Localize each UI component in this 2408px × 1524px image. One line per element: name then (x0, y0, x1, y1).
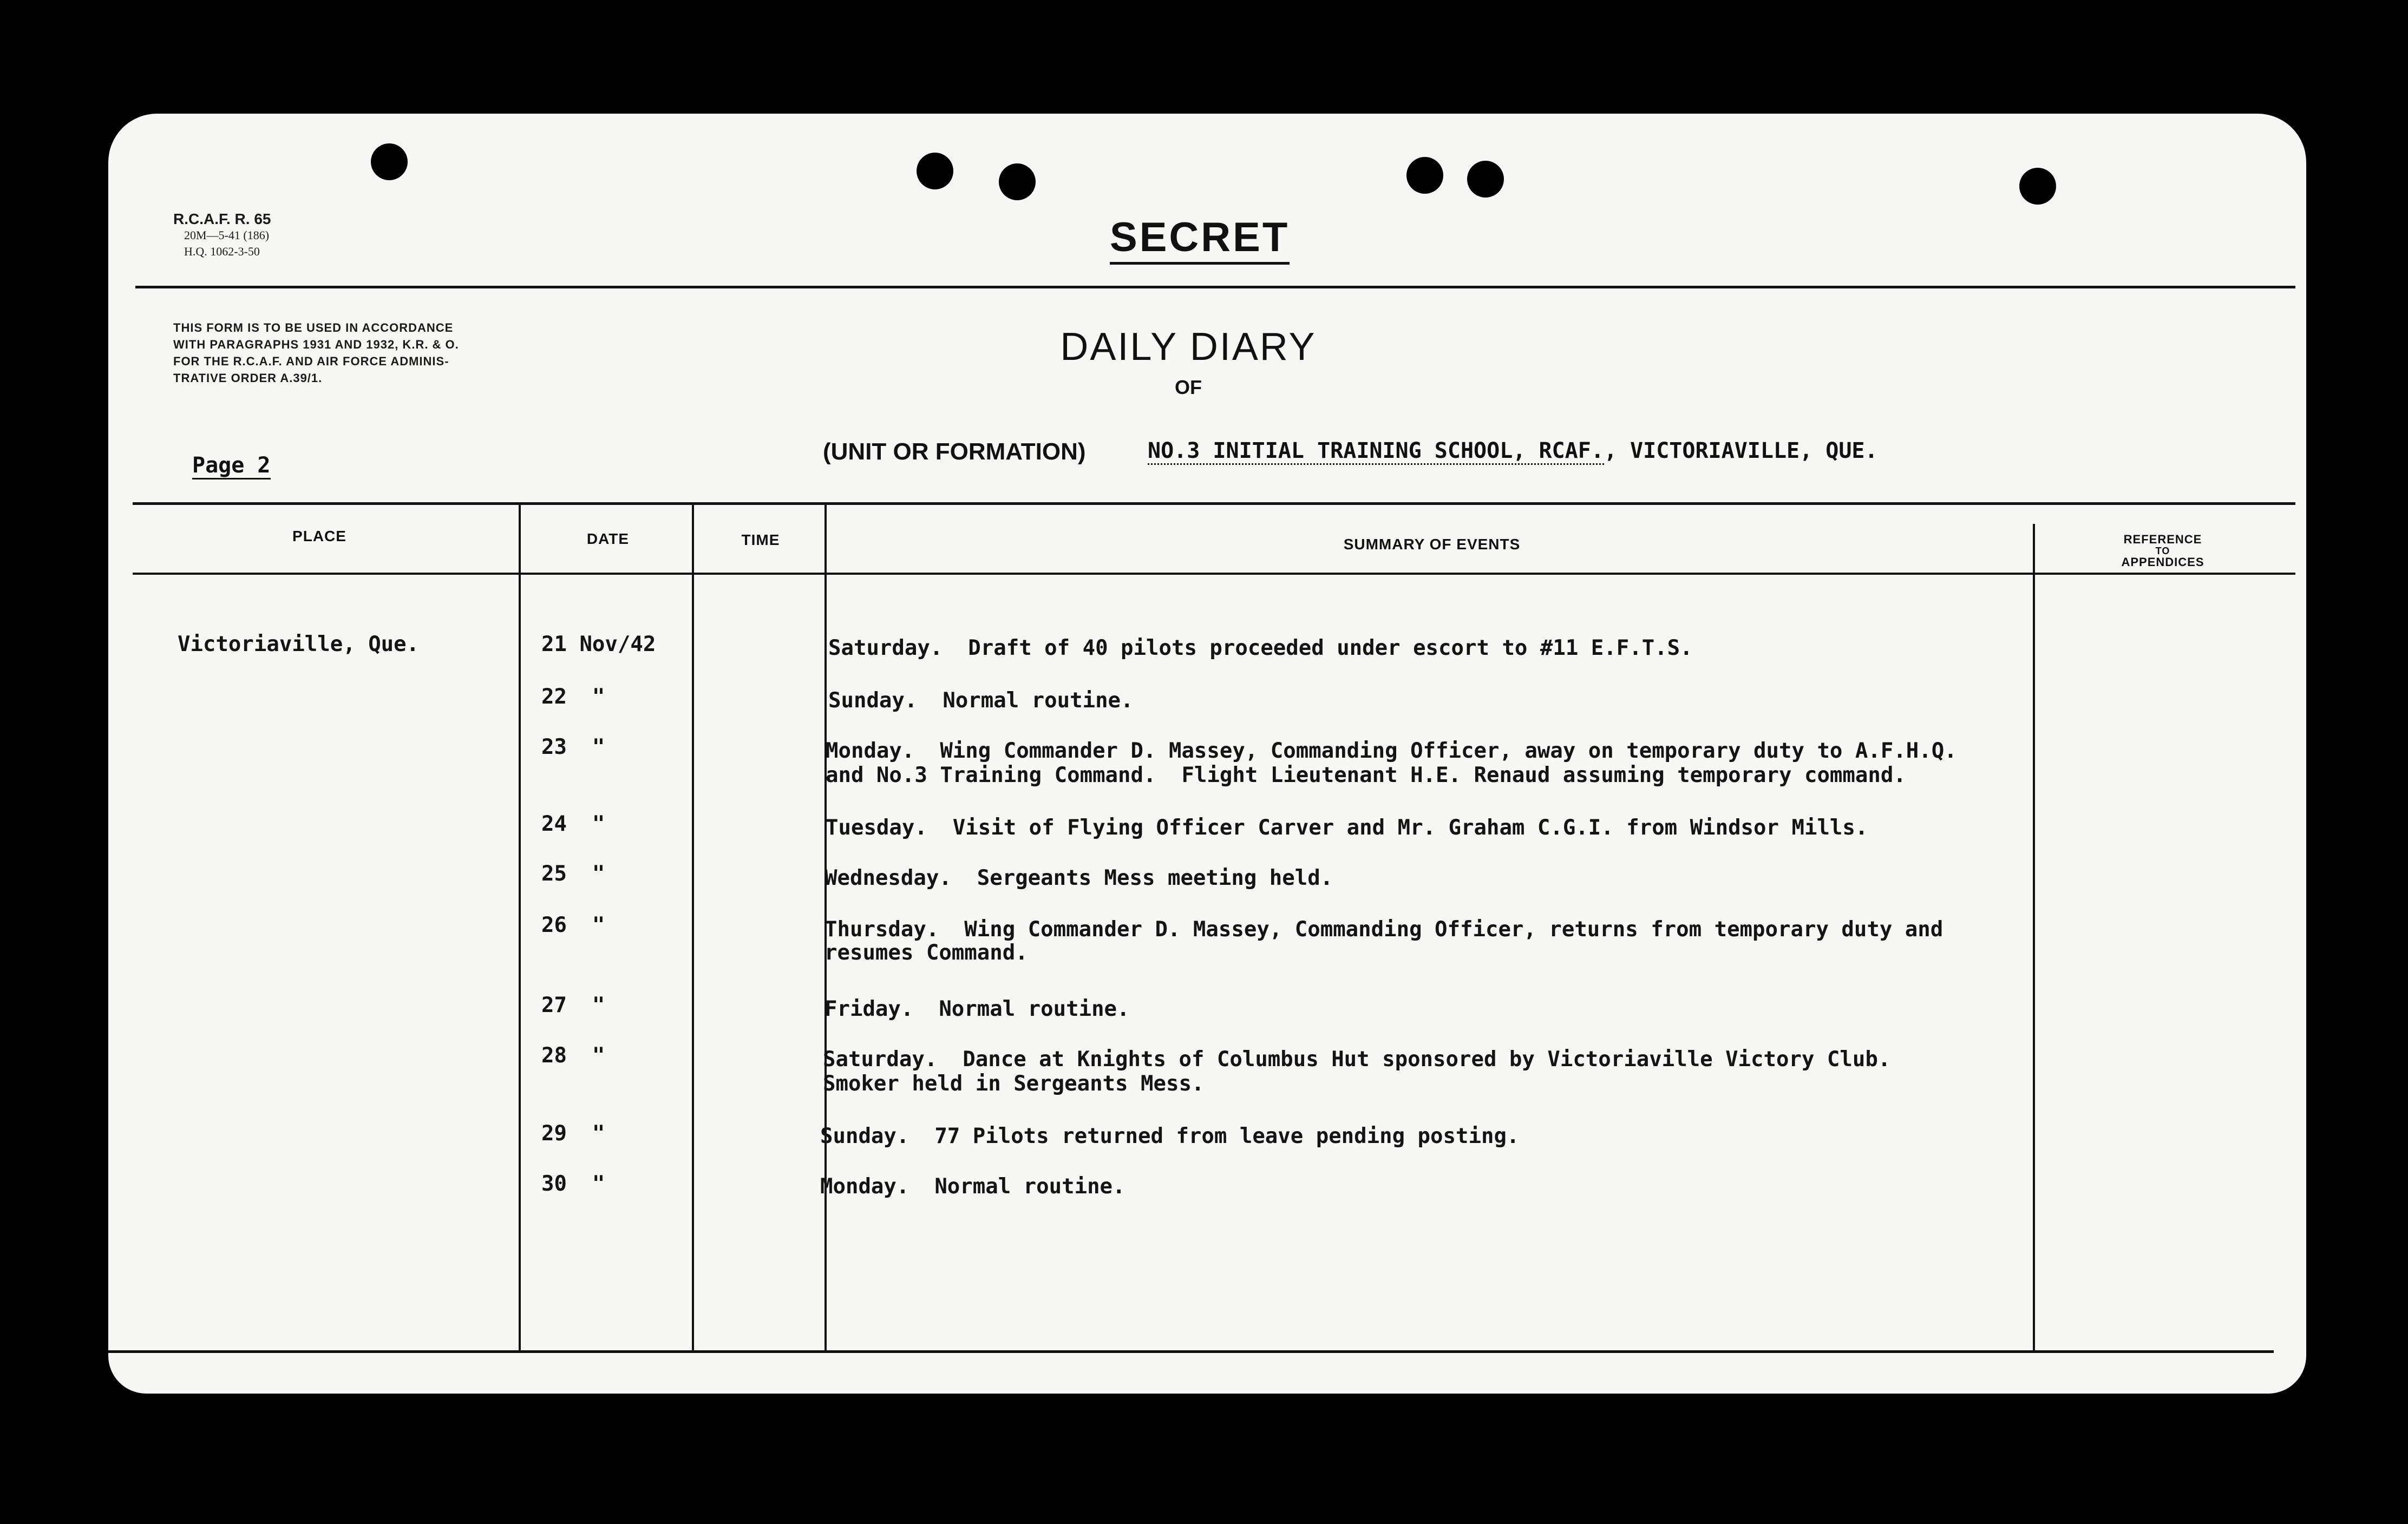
entry-date: 26 " (541, 913, 605, 937)
reference-line: TO (2155, 546, 2170, 556)
entry-date: 23 " (541, 735, 605, 759)
table-bottom-rule (108, 1350, 2274, 1353)
entry-date: 30 " (541, 1172, 605, 1196)
instruction-line: FOR THE R.C.A.F. AND AIR FORCE ADMINIS- (173, 354, 449, 368)
punch-hole (999, 163, 1036, 200)
entry-summary-line: Monday. Normal routine. (820, 1174, 1126, 1199)
entry-date: 22 " (541, 685, 605, 709)
entry-date: 29 " (541, 1121, 605, 1146)
entry-summary-line: Saturday. Draft of 40 pilots proceeded under escort to #11 E.F.T.S. (828, 636, 1693, 660)
column-header-reference (2041, 533, 2285, 569)
form-number (173, 211, 271, 260)
entry-summary-line: Wednesday. Sergeants Mess meeting held. (825, 866, 1333, 890)
unit-name (1148, 438, 1878, 463)
punch-hole (1467, 161, 1504, 198)
instruction-line: WITH PARAGRAPHS 1931 AND 1932, K.R. & O. (173, 338, 459, 351)
entry-date: 24 " (541, 812, 605, 836)
diary-title: DAILY DIARY (1060, 325, 1317, 369)
unit-location: , VICTORIAVILLE, QUE. (1604, 438, 1878, 463)
column-header-place: PLACE (292, 528, 346, 544)
entry-date: 25 " (541, 862, 605, 886)
entry-summary-line: Sunday. 77 Pilots returned from leave pending posting. (820, 1124, 1520, 1148)
column-header-summary: SUMMARY OF EVENTS (1343, 536, 1521, 553)
form-number-line: R.C.A.F. R. 65 (173, 211, 271, 227)
classification-stamp: SECRET (1110, 214, 1290, 265)
entry-summary-line: and No.3 Training Command. Flight Lieutenant H.E. Renaud assuming temporary command. (826, 763, 1906, 787)
instruction-line: THIS FORM IS TO BE USED IN ACCORDANCE (173, 321, 454, 334)
entry-date: 28 " (541, 1043, 605, 1068)
entry-summary-line: Thursday. Wing Commander D. Massey, Commanding Officer, returns from temporary duty and (825, 917, 1944, 942)
entry-summary-line: resumes Command. (825, 941, 1028, 965)
instruction-line: TRATIVE ORDER A.39/1. (173, 371, 323, 385)
form-instructions (173, 319, 585, 386)
page-number: Page 2 (192, 453, 271, 479)
unit-name-underlined: NO.3 INITIAL TRAINING SCHOOL, RCAF. (1148, 438, 1604, 465)
header-rule (135, 286, 2295, 288)
column-divider (2033, 524, 2035, 1352)
unit-label: (UNIT OR FORMATION) (823, 438, 1086, 465)
punch-hole (1406, 157, 1443, 194)
entry-summary-line: Saturday. Dance at Knights of Columbus Hut sponsored by Victoriaville Victory Club. (823, 1047, 1891, 1072)
column-divider (692, 505, 694, 1352)
entry-summary-line: Friday. Normal routine. (825, 997, 1130, 1021)
reference-line: REFERENCE (2123, 533, 2202, 546)
entry-summary-line: Monday. Wing Commander D. Massey, Commanding Officer, away on temporary duty to A.F.H.Q. (826, 739, 1957, 763)
form-number-line: H.Q. 1062-3-50 (184, 245, 260, 258)
punch-hole (371, 143, 408, 180)
reference-line: APPENDICES (2121, 555, 2204, 569)
column-header-date: DATE (586, 530, 630, 547)
entry-summary-line: Tuesday. Visit of Flying Officer Carver and Mr. Graham C.G.I. from Windsor Mills. (826, 816, 1868, 840)
punch-hole (2019, 168, 2056, 205)
entry-summary-line: Sunday. Normal routine. (828, 688, 1134, 713)
diary-of: OF (1175, 376, 1202, 398)
entry-summary-line: Smoker held in Sergeants Mess. (823, 1072, 1205, 1096)
diary-sheet (108, 114, 2306, 1394)
entry-date: 21 Nov/42 (541, 632, 656, 656)
column-header-time: TIME (741, 531, 780, 548)
entry-date: 27 " (541, 993, 605, 1017)
entry-place: Victoriaville, Que. (178, 632, 420, 656)
table-top-rule (133, 502, 2295, 505)
punch-hole (917, 153, 953, 189)
column-header-rule (133, 573, 2295, 575)
column-divider (519, 505, 521, 1352)
form-number-line: 20M—5-41 (186) (184, 228, 270, 242)
